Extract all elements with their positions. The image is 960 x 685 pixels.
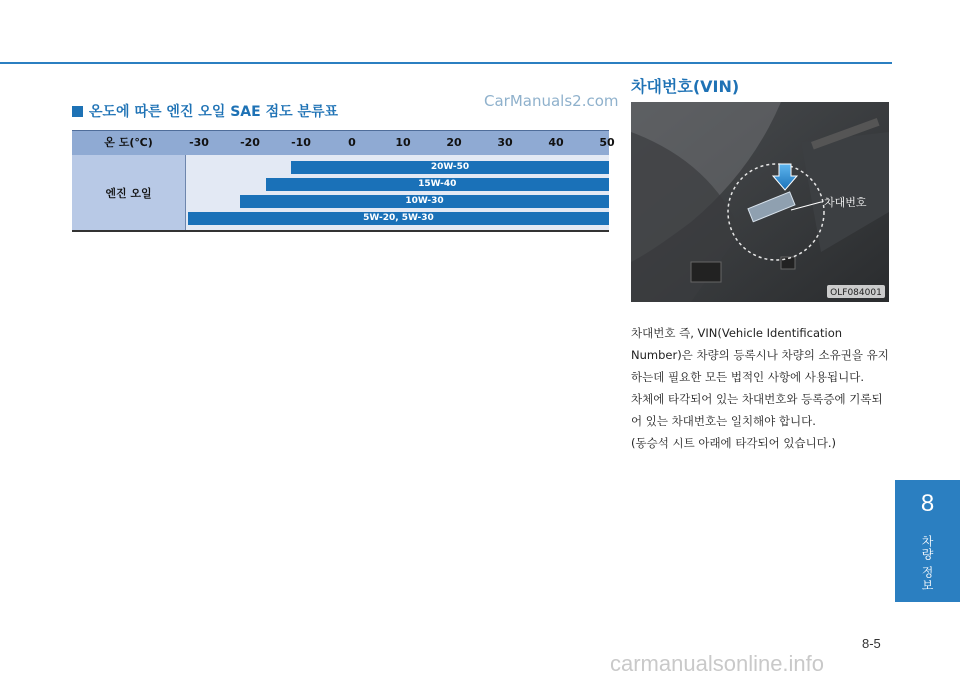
vin-paragraph-3: (동승석 시트 아래에 타각되어 있습니다.) xyxy=(631,436,836,450)
viscosity-section-title xyxy=(72,101,338,121)
temperature-tick: 30 xyxy=(497,136,513,149)
temperature-tick: -10 xyxy=(291,136,311,149)
vin-paragraph-2: 차체에 타각되어 있는 차대번호와 등록증에 기록되어 있는 차대번호는 일치해야 합니다. xyxy=(631,392,883,428)
watermark-text: CarManuals2.com xyxy=(484,92,619,110)
chapter-label: 차량 정보 xyxy=(920,535,934,592)
temperature-tick: -30 xyxy=(189,136,209,149)
top-rule xyxy=(0,62,892,64)
oil-grade-bar: 5W-20, 5W-30 xyxy=(188,212,609,225)
temperature-tick: 10 xyxy=(395,136,411,149)
oil-grade-bar: 20W-50 xyxy=(291,161,609,174)
chapter-tab xyxy=(895,480,960,602)
viscosity-table-body xyxy=(72,155,609,232)
vin-paragraph-1: 차대번호 즉, VIN(Vehicle Identification Number)은 차량의 등록시나 차량의 소유권을 유지하는데 필요한 모든 법적인 사항에 사용됩니다. xyxy=(631,326,889,384)
temperature-tick: 20 xyxy=(446,136,462,149)
oil-grade-bar: 15W-40 xyxy=(266,178,610,191)
page-number: 8-5 xyxy=(862,636,881,651)
engine-oil-row-label: 엔진 오일 xyxy=(72,155,186,230)
vin-location-photo xyxy=(631,102,889,302)
chapter-number: 8 xyxy=(920,490,935,517)
viscosity-title-text: 온도에 따른 엔진 오일 SAE 점도 분류표 xyxy=(89,104,339,120)
photo-code-label: OLF084001 xyxy=(830,288,882,298)
vin-description xyxy=(631,322,893,454)
temperature-tick: 0 xyxy=(348,136,356,149)
viscosity-table-header xyxy=(72,130,615,155)
oil-grade-bar: 10W-30 xyxy=(240,195,609,208)
footer-watermark: carmanualsonline.info xyxy=(610,651,825,676)
temperature-tick: 50 xyxy=(599,136,615,149)
square-bullet-icon xyxy=(72,106,83,117)
temperature-tick: -20 xyxy=(240,136,260,149)
temperature-tick: 40 xyxy=(548,136,564,149)
viscosity-table xyxy=(72,130,615,232)
vin-callout-label: 차대번호 xyxy=(824,196,867,209)
temperature-header-label: 온 도(℃) xyxy=(104,136,153,149)
vin-section-title: 차대번호(VIN) xyxy=(631,77,740,96)
